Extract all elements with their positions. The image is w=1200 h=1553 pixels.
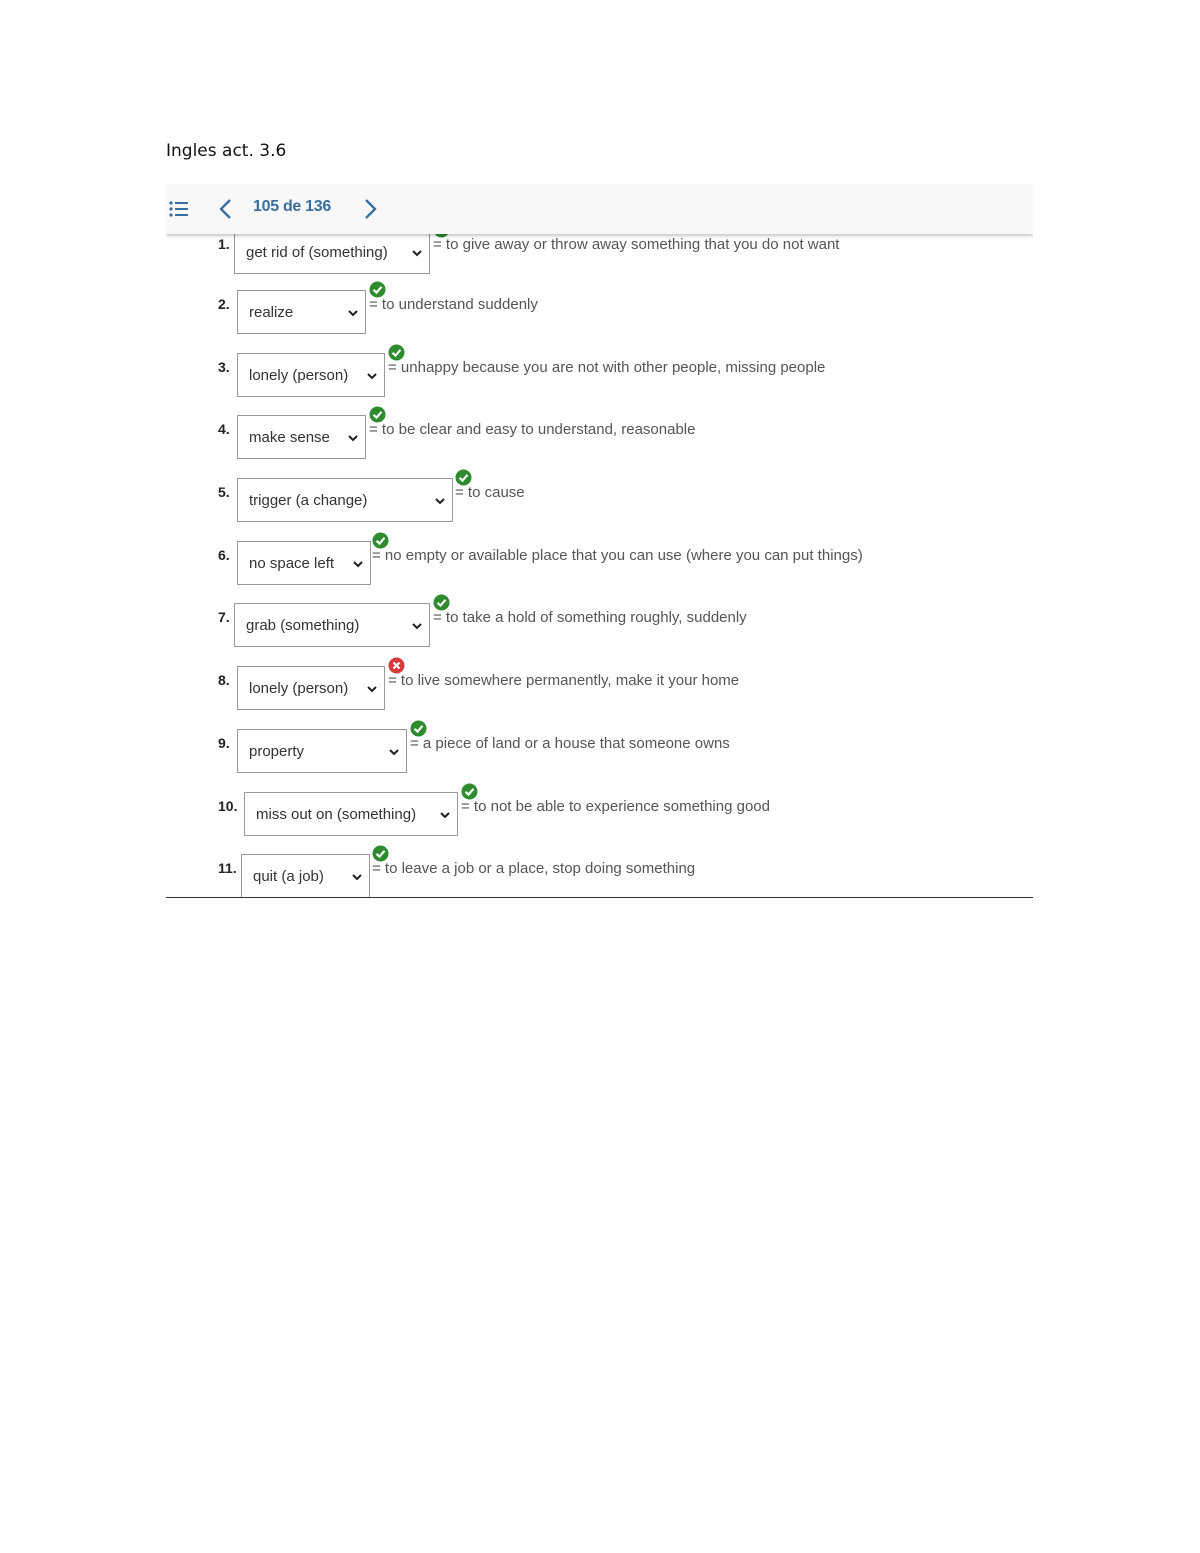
answer-select-value: miss out on (something) xyxy=(256,806,417,823)
definition-text: = to cause xyxy=(455,484,525,501)
question-number: 5. xyxy=(218,484,230,500)
answer-select[interactable] xyxy=(241,854,370,898)
question-number: 4. xyxy=(218,421,230,437)
question-row xyxy=(166,729,1033,777)
definition-text: = to understand suddenly xyxy=(369,296,538,313)
question-row xyxy=(166,603,1033,651)
answer-select-value: no space left xyxy=(249,555,335,572)
definition-text: = to give away or throw away something that you do not want xyxy=(433,236,840,253)
definition-text: = to be clear and easy to understand, reasonable xyxy=(369,421,696,438)
chevron-down-icon xyxy=(352,557,364,569)
answer-select[interactable] xyxy=(237,415,366,459)
document-title: Ingles act. 3.6 xyxy=(166,141,287,161)
definition-text: = to live somewhere permanently, make it your home xyxy=(388,672,740,689)
chevron-down-icon xyxy=(347,431,359,443)
answer-select-value: property xyxy=(249,743,305,760)
definition-text: = unhappy because you are not with other people, missing people xyxy=(388,359,826,376)
chevron-down-icon xyxy=(434,494,446,506)
answer-select-value: make sense xyxy=(249,429,330,446)
answer-select[interactable] xyxy=(237,353,385,397)
question-number: 1. xyxy=(218,236,230,252)
question-row xyxy=(166,854,1033,898)
chevron-down-icon xyxy=(366,369,378,381)
chevron-down-icon xyxy=(347,306,359,318)
definition-text: = no empty or available place that you can use (where you can put things) xyxy=(372,547,863,564)
question-number: 11. xyxy=(218,860,237,876)
question-row xyxy=(166,792,1033,840)
chevron-left-icon[interactable] xyxy=(216,197,236,221)
answer-select-value: lonely (person) xyxy=(249,367,349,384)
screenshot-panel xyxy=(166,184,1033,898)
definition-text: = to leave a job or a place, stop doing something xyxy=(372,860,696,877)
answer-select-value: get rid of (something) xyxy=(246,244,388,261)
answer-select-value: quit (a job) xyxy=(253,868,324,885)
page-counter: 105 de 136 xyxy=(253,198,331,215)
chevron-down-icon xyxy=(439,808,451,820)
answer-select[interactable] xyxy=(234,230,430,274)
list-icon[interactable] xyxy=(168,199,190,219)
navigation-bar xyxy=(166,184,1033,234)
answer-select[interactable] xyxy=(237,541,371,585)
question-row xyxy=(166,666,1033,714)
answer-select-value: lonely (person) xyxy=(249,680,349,697)
answer-select-value: trigger (a change) xyxy=(249,492,368,509)
answer-select-value: realize xyxy=(249,304,294,321)
question-row xyxy=(166,541,1033,589)
chevron-down-icon xyxy=(351,870,363,882)
definition-text: = to not be able to experience something good xyxy=(461,798,770,815)
question-number: 6. xyxy=(218,547,230,563)
question-number: 10. xyxy=(218,798,238,814)
answer-select[interactable] xyxy=(237,666,385,710)
question-row xyxy=(166,415,1033,463)
question-number: 2. xyxy=(218,296,230,312)
chevron-down-icon xyxy=(388,745,400,757)
question-number: 3. xyxy=(218,359,230,375)
question-number: 8. xyxy=(218,672,230,688)
definition-text: = to take a hold of something roughly, suddenly xyxy=(433,609,747,626)
answer-select[interactable] xyxy=(237,729,407,773)
question-row xyxy=(166,230,1033,278)
definition-text: = a piece of land or a house that someone owns xyxy=(410,735,730,752)
question-number: 9. xyxy=(218,735,230,751)
chevron-down-icon xyxy=(411,246,423,258)
answer-select[interactable] xyxy=(244,792,458,836)
question-row xyxy=(166,290,1033,338)
answer-select[interactable] xyxy=(237,478,453,522)
answer-select-value: grab (something) xyxy=(246,617,360,634)
answer-select[interactable] xyxy=(237,290,366,334)
answer-select[interactable] xyxy=(234,603,430,647)
question-number: 7. xyxy=(218,609,230,625)
chevron-right-icon[interactable] xyxy=(360,197,380,221)
chevron-down-icon xyxy=(366,682,378,694)
question-row xyxy=(166,478,1033,526)
chevron-down-icon xyxy=(411,619,423,631)
question-row xyxy=(166,353,1033,401)
